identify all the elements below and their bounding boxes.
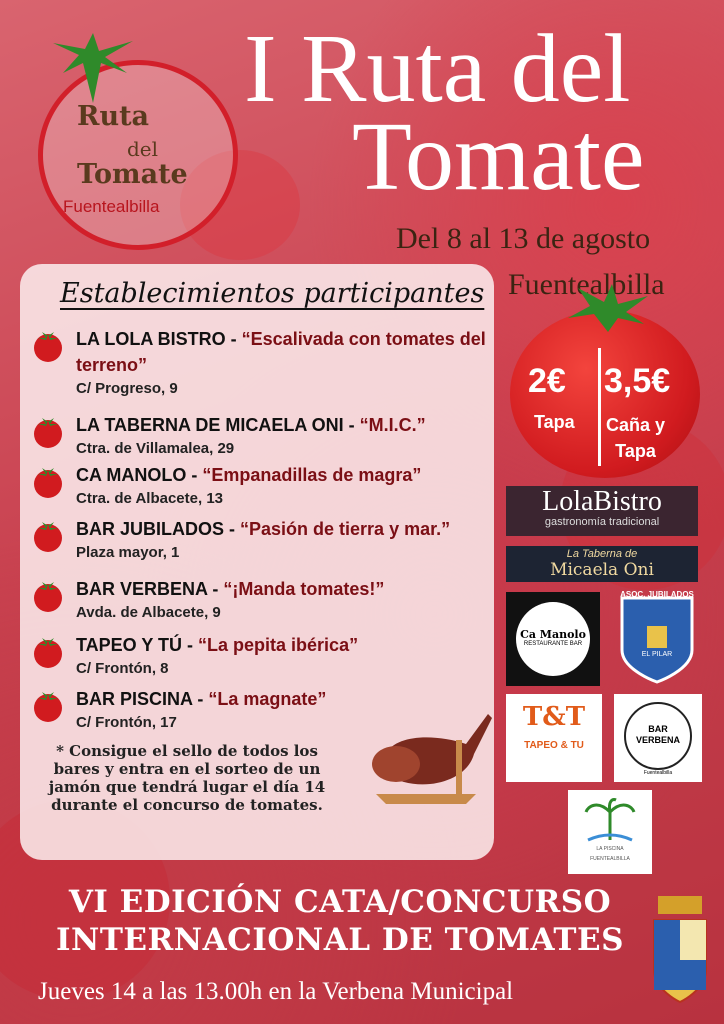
- taberna-line2: Micaela Oni: [550, 560, 654, 580]
- tapeo-logo: [506, 694, 602, 782]
- establishment-address: C/ Progreso, 9: [76, 380, 178, 397]
- panel-heading: Establecimientos participantes: [60, 278, 485, 309]
- establishment-address: Ctra. de Villamalea, 29: [76, 440, 235, 457]
- establishment-name: LA LOLA BISTRO: [76, 329, 226, 349]
- logo-ruta: Ruta: [77, 101, 150, 132]
- taberna-logo: [506, 546, 698, 582]
- dish-name: “M.I.C.”: [359, 415, 426, 435]
- establishment-address: Plaza mayor, 1: [76, 544, 180, 561]
- dish-name: “La pepita ibérica”: [198, 635, 359, 655]
- logo-del: del: [127, 137, 159, 161]
- dish-name: “Escalivada con tomates del terreno”: [76, 329, 486, 375]
- establishment-name: BAR PISCINA: [76, 689, 193, 709]
- piscina-logo: [568, 790, 652, 874]
- combo-label-2: Tapa: [615, 441, 656, 461]
- establishment-address: C/ Frontón, 17: [76, 714, 177, 731]
- jubilados-logo: [612, 590, 702, 686]
- logo-tomate: Tomate: [77, 159, 188, 190]
- verbena-line2: VERBENA: [635, 735, 680, 745]
- establishment-name: CA MANOLO: [76, 465, 187, 485]
- ham-leg-icon: [356, 704, 496, 814]
- separator: -: [225, 329, 242, 349]
- establishment-entry: [76, 326, 496, 400]
- separator: -: [182, 635, 199, 655]
- establishments-panel: [20, 264, 494, 860]
- establishment-address: C/ Frontón, 8: [76, 660, 169, 677]
- establishment-name: LA TABERNA DE MICAELA ONI: [76, 415, 344, 435]
- lolabistro-logo: [506, 486, 698, 536]
- tomato-leaf-icon: [43, 33, 143, 103]
- price-tomato: [510, 310, 700, 478]
- lolabistro-name: LolaBistro: [542, 486, 662, 517]
- tapa-price: 2€: [528, 362, 566, 400]
- tomato-icon: [30, 328, 66, 364]
- contest-title-line1: VI EDICIÓN CATA/CONCURSO: [68, 884, 612, 920]
- separator: -: [224, 519, 241, 539]
- dish-name: “¡Manda tomates!”: [223, 579, 385, 599]
- jubilados-sub: EL PILAR: [641, 651, 673, 658]
- verbena-sub: Fuentealbilla: [643, 770, 673, 776]
- establishment-entry: [76, 632, 496, 680]
- establishment-name: BAR JUBILADOS: [76, 519, 225, 539]
- tomato-stem-icon: [558, 284, 658, 334]
- combo-price: 3,5€: [604, 362, 671, 400]
- establishment-entry: [76, 576, 496, 624]
- separator: -: [207, 579, 224, 599]
- town-coat-of-arms-icon: [650, 890, 710, 1008]
- establishment-entry: [76, 462, 496, 510]
- establishment-address: Avda. de Albacete, 9: [76, 604, 221, 621]
- tapeo-monogram: T&T: [522, 702, 586, 732]
- separator: -: [343, 415, 360, 435]
- verbena-logo: [614, 694, 702, 782]
- establishment-address: Ctra. de Albacete, 13: [76, 490, 224, 507]
- event-dates: Del 8 al 13 de agosto: [396, 222, 651, 255]
- dish-name: “La magnate”: [208, 689, 327, 709]
- contest-date: Jueves 14 a las 13.00h en la Verbena Municipal: [38, 978, 514, 1005]
- tomato-icon: [30, 518, 66, 554]
- tomato-icon: [30, 688, 66, 724]
- lolabistro-tagline: gastronomía tradicional: [544, 516, 660, 528]
- tapa-label: Tapa: [534, 412, 575, 432]
- raffle-note: * Consigue el sello de todos los bares y entra en el sorteo de un jamón que tendrá lugar el día 14 durante el concurso de tomates.: [48, 742, 326, 814]
- tomato-icon: [30, 634, 66, 670]
- page-title-line1: I Ruta del: [244, 15, 631, 123]
- camanolo-sub: RESTAURANTE BAR: [523, 641, 583, 647]
- establishment-name: BAR VERBENA: [76, 579, 208, 599]
- verbena-line1: BAR: [648, 724, 668, 734]
- establishment-name: TAPEO Y TÚ: [76, 635, 183, 655]
- logo-town: Fuentealbilla: [63, 197, 160, 216]
- jubilados-name: ASOC. JUBILADOS: [620, 590, 694, 599]
- piscina-line2: FUENTEALBILLA: [590, 856, 630, 862]
- piscina-line1: LA PISCINA: [596, 846, 624, 852]
- contest-title-line2: INTERNACIONAL DE TOMATES: [56, 922, 624, 958]
- page-title-line2: Tomate: [352, 103, 645, 211]
- camanolo-name: Ca Manolo: [520, 628, 586, 641]
- tomato-icon: [30, 578, 66, 614]
- combo-label-1: Caña y: [606, 415, 666, 435]
- ruta-logo: [38, 60, 238, 250]
- taberna-line1: La Taberna de: [566, 548, 638, 560]
- establishment-entry: [76, 412, 496, 460]
- establishment-entry: [76, 516, 496, 564]
- palm-tree-icon: [568, 790, 652, 846]
- tomato-icon: [30, 464, 66, 500]
- tomato-icon: [30, 414, 66, 450]
- separator: -: [186, 465, 203, 485]
- verbena-name: [614, 724, 702, 746]
- tapeo-name: TAPEO & TU: [524, 740, 584, 751]
- separator: -: [192, 689, 209, 709]
- dish-name: “Empanadillas de magra”: [202, 465, 422, 485]
- camanolo-badge: [516, 602, 590, 676]
- event-town: Fuentealbilla: [508, 268, 665, 301]
- camanolo-logo: [506, 592, 600, 686]
- jubilados-shield-icon: [612, 590, 702, 686]
- combo-label: [606, 412, 665, 464]
- price-divider: [598, 348, 601, 466]
- dish-name: “Pasión de tierra y mar.”: [240, 519, 451, 539]
